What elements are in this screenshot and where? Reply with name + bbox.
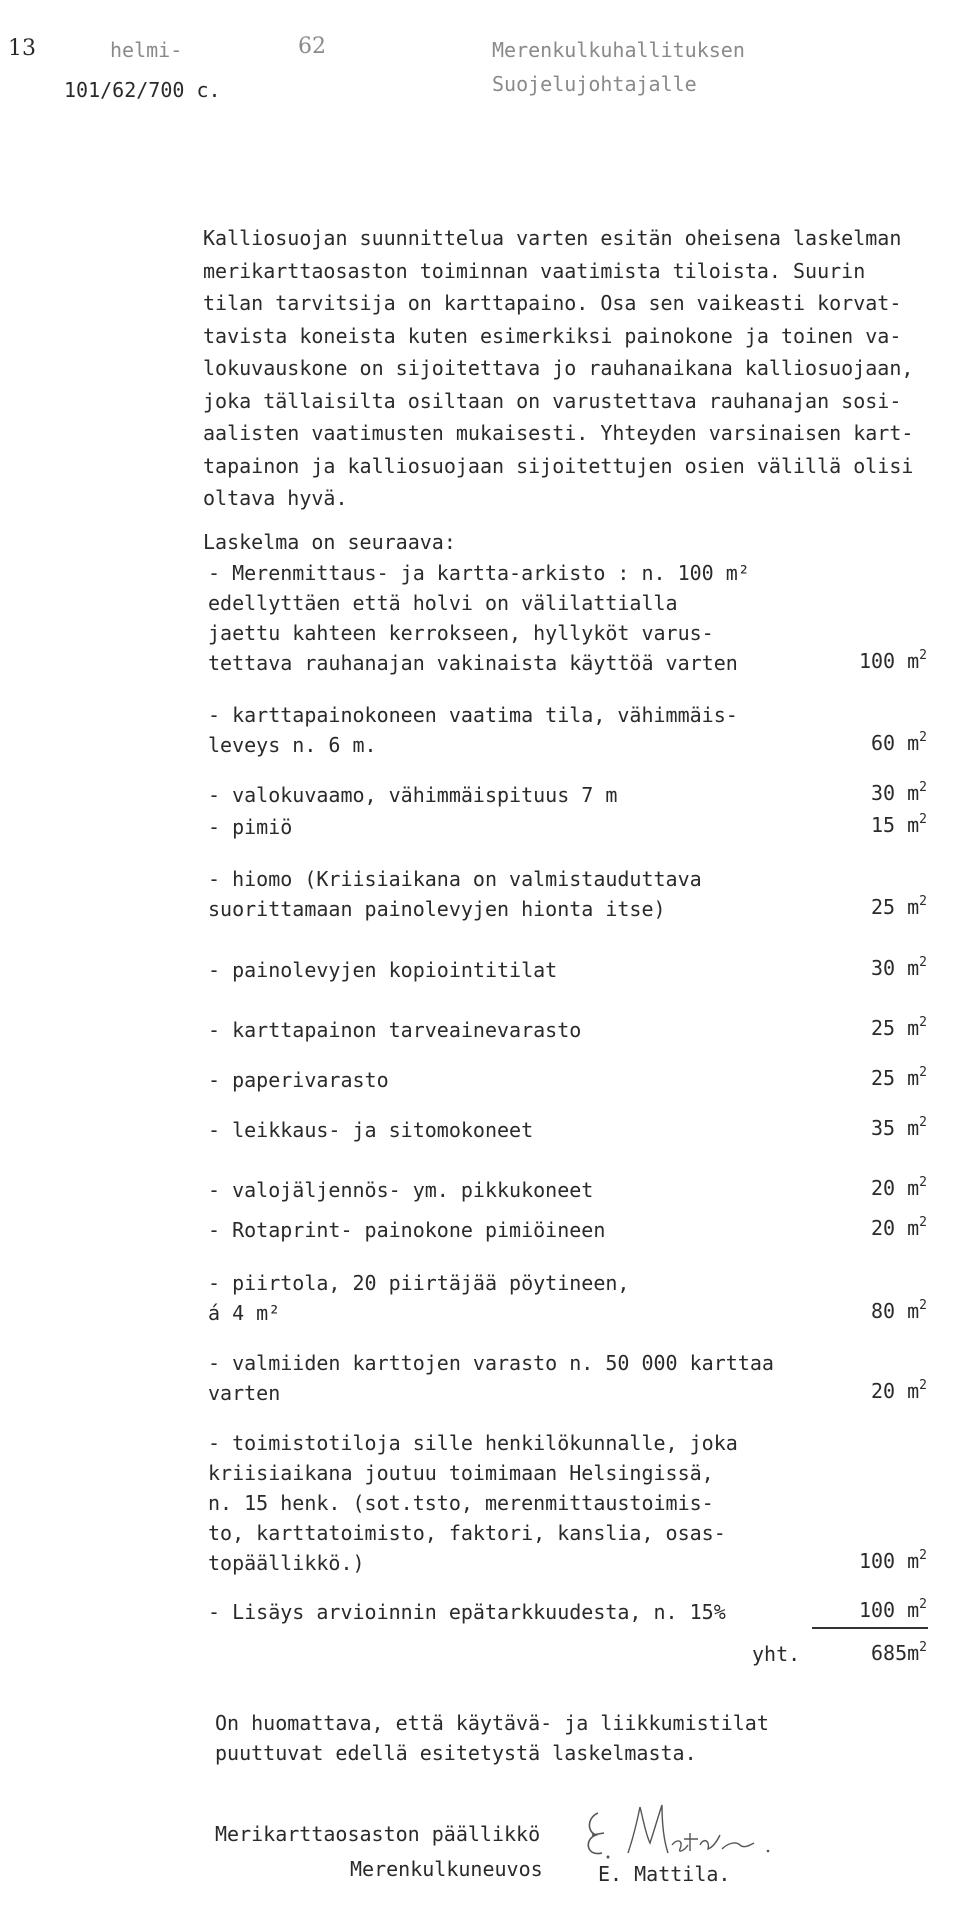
- item-line: - valokuvaamo, vähimmäispituus 7 m: [208, 783, 618, 807]
- area-value: 25 $m^2$: [871, 894, 927, 919]
- list-item: [208, 955, 928, 985]
- item-line: - hiomo (Kriisiaikana on valmistauduttava: [208, 867, 702, 891]
- area-value: 100 $m^2$: [858, 648, 927, 673]
- intro-line: lokuvauskone on sijoitettava jo rauhanaikana kalliosuojaan,: [203, 356, 914, 380]
- item-line: - Merenmittaus- ja kartta-arkisto : n. 100 m²: [208, 561, 750, 585]
- note-line: puuttuvat edellä esitetystä laskelmasta.: [215, 1741, 697, 1765]
- item-line: - pimiö: [208, 815, 293, 839]
- intro-line: tilan tarvitsija on karttapaino. Osa sen vaikeasti korvat-: [203, 291, 902, 315]
- list-item: [208, 1065, 928, 1095]
- date-month: helmi-: [110, 38, 183, 62]
- item-line: - Rotaprint- painokone pimiöineen: [208, 1218, 606, 1242]
- item-line: - valmiiden karttojen varasto n. 50 000 karttaa: [208, 1351, 774, 1375]
- area-value: 20 $m^2$: [871, 1175, 927, 1200]
- item-line: - leikkaus- ja sitomokoneet: [208, 1118, 534, 1142]
- item-line: suorittamaan painolevyjen hionta itse): [208, 897, 666, 921]
- area-value: 80 $m^2$: [871, 1298, 927, 1323]
- item-line: tettava rauhanajan vakinaista käyttöä varten: [208, 651, 738, 675]
- total-label: yht.: [752, 1642, 801, 1666]
- list-item: [208, 558, 928, 678]
- list-item: [208, 1348, 928, 1408]
- intro-line: oltava hyvä.: [203, 486, 348, 510]
- note-line: On huomattava, että käytävä- ja liikkumistilat: [215, 1711, 769, 1735]
- area-value: 35 $m^2$: [871, 1115, 927, 1140]
- recipient-title: Suojelujohtajalle: [492, 72, 697, 96]
- list-item: [208, 1015, 928, 1045]
- handwritten-signature: [580, 1795, 780, 1865]
- intro-line: merikarttaosaston toiminnan vaatimista tiloista. Suurin: [203, 258, 866, 283]
- item-line: kriisiaikana joutuu toimimaan Helsingissä,: [208, 1461, 714, 1485]
- list-item: [208, 1175, 928, 1205]
- intro-line: tapainon ja kalliosuojaan sijoitettujen osien välillä olisi: [203, 453, 914, 478]
- list-item: [208, 864, 928, 924]
- list-item: [208, 812, 928, 842]
- area-value: 20 $m^2$: [871, 1215, 927, 1240]
- date-year: 62: [298, 34, 326, 59]
- area-value: 60 $m^2$: [871, 730, 927, 755]
- area-value: 15 $m^2$: [871, 812, 927, 837]
- area-value: 100 $m^2$: [858, 1548, 927, 1573]
- area-value: 25 $m^2$: [871, 1065, 927, 1090]
- item-line: - Lisäys arvioinnin epätarkkuudesta, n. 15%: [208, 1600, 726, 1624]
- intro-line: Kalliosuojan suunnittelua varten esitän oheisena laskelman: [203, 226, 902, 250]
- list-item: [208, 1268, 928, 1328]
- signer-name: E. Mattila.: [598, 1862, 731, 1886]
- item-line: - valojäljennös- ym. pikkukoneet: [208, 1178, 594, 1202]
- item-line: varten: [208, 1381, 281, 1405]
- list-item: [208, 1215, 928, 1245]
- item-line: edellyttäen että holvi on välilattialla: [208, 591, 678, 615]
- list-item: [208, 700, 928, 760]
- item-line: á 4 m²: [208, 1301, 281, 1325]
- intro-line: joka tällaisilta osiltaan on varustettava rauhanajan sosi-: [203, 388, 902, 413]
- list-item: [208, 780, 928, 810]
- reference-number: 101/62/700 c.: [64, 78, 221, 102]
- area-value: 30 $m^2$: [871, 780, 927, 805]
- area-value: 20 $m^2$: [871, 1378, 927, 1403]
- list-item: [208, 1115, 928, 1145]
- date-day: 13: [8, 36, 36, 61]
- item-line: jaettu kahteen kerrokseen, hyllyköt varus-: [208, 621, 714, 645]
- signer-title-2: Merenkulkuneuvos: [350, 1857, 543, 1881]
- intro-line: aalisten vaatimusten mukaisesti. Yhteyden varsinaisen kart-: [203, 421, 914, 445]
- total-value: $685m^2$: [871, 1640, 927, 1665]
- intro-paragraph: [203, 222, 963, 515]
- item-line: topäällikkö.): [208, 1551, 365, 1575]
- area-value: 25 $m^2$: [871, 1015, 927, 1040]
- recipient-org: Merenkulkuhallituksen: [492, 38, 745, 62]
- area-value: 100 $m^2$: [858, 1597, 927, 1622]
- item-line: leveys n. 6 m.: [208, 733, 377, 757]
- list-item: [208, 1428, 928, 1578]
- item-line: n. 15 henk. (sot.tsto, merenmittaustoimis-: [208, 1491, 714, 1515]
- item-line: - painolevyjen kopiointitilat: [208, 958, 558, 982]
- calc-heading: Laskelma on seuraava:: [203, 530, 456, 554]
- note-paragraph: [215, 1708, 769, 1768]
- item-line: - piirtola, 20 piirtäjää pöytineen,: [208, 1271, 630, 1295]
- item-line: to, karttatoimisto, faktori, kanslia, osas-: [208, 1521, 726, 1545]
- list-item: [208, 1597, 928, 1627]
- signer-title-1: Merikarttaosaston päällikkö: [215, 1822, 541, 1846]
- intro-line: tavista koneista kuten esimerkiksi painokone ja toinen va-: [203, 323, 902, 348]
- sum-divider: [812, 1627, 928, 1629]
- item-line: - karttapainokoneen vaatima tila, vähimmäis-: [208, 703, 738, 727]
- item-line: - paperivarasto: [208, 1068, 389, 1092]
- item-line: - toimistotiloja sille henkilökunnalle, joka: [208, 1431, 738, 1455]
- item-line: - karttapainon tarveainevarasto: [208, 1018, 582, 1042]
- area-value: 30 $m^2$: [871, 955, 927, 980]
